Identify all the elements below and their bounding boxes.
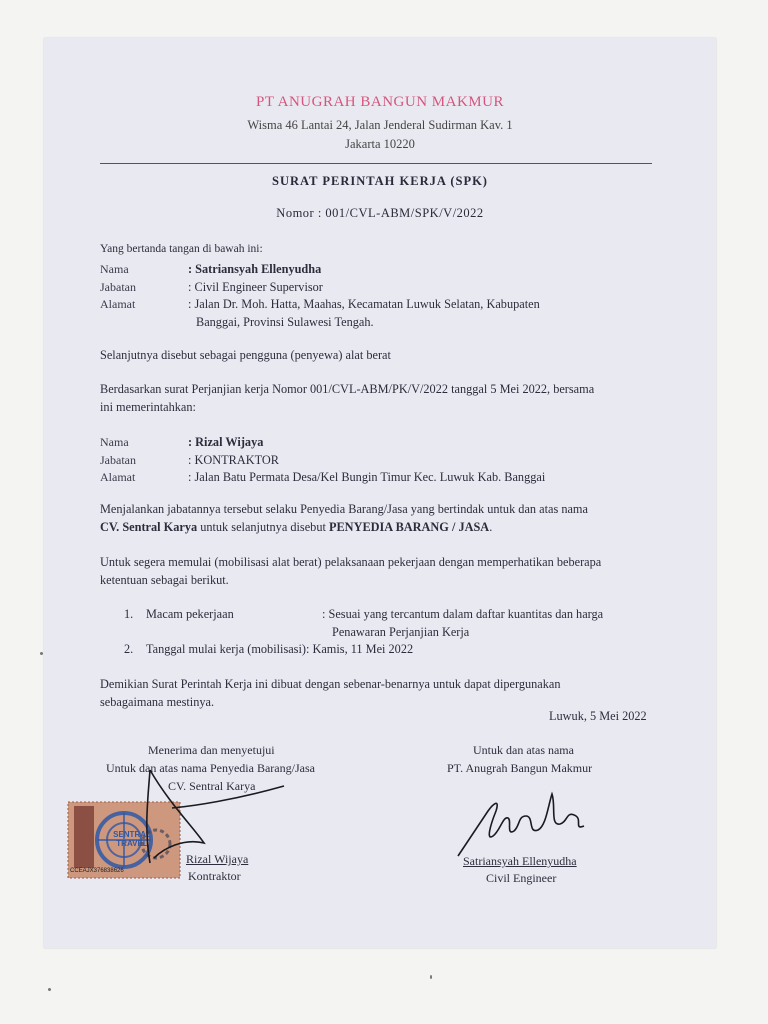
document-sheet (44, 38, 716, 948)
contractor-position-label: Jabatan (100, 453, 136, 467)
contractor-address-label: Alamat (100, 470, 136, 484)
scan-speck (48, 988, 51, 991)
contractor-name-label: Nama (100, 435, 129, 449)
basis-paragraph-line1: Berdasarkan surat Perjanjian kerja Nomor 001/CVL-ABM/PK/V/2022 tanggal 5 Mei 2022, bersama (100, 382, 595, 396)
place-date: Luwuk, 5 Mei 2022 (549, 709, 647, 723)
right-block-line1: Untuk dan atas nama (473, 743, 574, 757)
basis-paragraph-line2: ini memerintahkan: (100, 400, 196, 414)
item-2-number: 2. (124, 642, 134, 656)
item-1-number: 1. (124, 607, 134, 621)
contractor-name-value: : Rizal Wijaya (188, 435, 264, 449)
role-paragraph-line2 (100, 520, 492, 535)
signer-name-value: : Satriansyah Ellenyudha (188, 262, 322, 276)
intro-text: Yang bertanda tangan di bawah ini: (100, 243, 263, 255)
supervisor-signatory-role: Civil Engineer (486, 871, 557, 885)
supervisor-signatory-name: Satriansyah Ellenyudha (463, 854, 577, 868)
company-name: PT ANUGRAH BANGUN MAKMUR (255, 94, 504, 110)
signer-address-label: Alamat (100, 297, 136, 311)
role-paragraph-end: . (489, 520, 493, 534)
signer-address-line1: : Jalan Dr. Moh. Hatta, Maahas, Kecamatan Luwuk Selatan, Kabupaten (188, 297, 540, 311)
signer-position-label: Jabatan (100, 280, 136, 294)
signer-name-label: Nama (100, 262, 129, 276)
vendor-designation: PENYEDIA BARANG / JASA (328, 520, 490, 534)
contractor-address-value: : Jalan Batu Permata Desa/Kel Bungin Timur Kec. Luwuk Kab. Banggai (188, 470, 546, 484)
letterhead-divider (100, 163, 652, 164)
signer-address-line2: Banggai, Provinsi Sulawesi Tengah. (196, 315, 374, 329)
signer-position-value: : Civil Engineer Supervisor (188, 280, 323, 294)
closing-paragraph-line1: Demikian Surat Perintah Kerja ini dibuat dengan sebenar-benarnya untuk dapat dipergunakan (100, 677, 561, 691)
left-block-line1: Menerima dan menyetujui (148, 743, 275, 757)
vendor-company-name: CV. Sentral Karya (100, 520, 198, 534)
item-2-label: Tanggal mulai kerja (mobilisasi): Kamis, 11 Mei 2022 (146, 642, 414, 656)
company-address-line1: Wisma 46 Lantai 24, Jalan Jenderal Sudirman Kav. 1 (247, 118, 513, 132)
contractor-position-value: : KONTRAKTOR (188, 453, 279, 467)
scan-speck (430, 975, 432, 979)
start-paragraph-line1: Untuk segera memulai (mobilisasi alat berat) pelaksanaan pekerjaan dengan memperhatikan beberapa (100, 555, 602, 569)
stamp-serial: CCEAJX376838626 (70, 868, 124, 874)
contractor-signatory-name: Rizal Wijaya (186, 852, 249, 866)
user-paragraph: Selanjutnya disebut sebagai pengguna (penyewa) alat berat (100, 348, 391, 362)
supervisor-signature (448, 786, 608, 862)
role-paragraph-line1: Menjalankan jabatannya tersebut selaku Penyedia Barang/Jasa yang bertindak untuk dan atas nama (100, 502, 588, 516)
closing-paragraph-line2: sebagaimana mestinya. (100, 695, 215, 709)
company-address-line2: Jakarta 10220 (345, 137, 415, 151)
left-block-line2: Untuk dan atas nama Penyedia Barang/Jasa (106, 761, 315, 775)
item-1-value-line1: : Sesuai yang tercantum dalam daftar kuantitas dan harga (322, 607, 604, 621)
role-paragraph-middle: untuk selanjutnya disebut (197, 520, 329, 534)
start-paragraph-line2: ketentuan sebagai berikut. (100, 573, 229, 587)
item-1-value-line2: Penawaran Perjanjian Kerja (332, 625, 470, 639)
item-1-label: Macam pekerjaan (146, 607, 234, 621)
right-block-line2: PT. Anugrah Bangun Makmur (447, 761, 593, 775)
document-title: SURAT PERINTAH KERJA (SPK) (272, 174, 488, 188)
left-block-line3: CV. Sentral Karya (168, 779, 256, 793)
stamp-company-text: SENTRAL TRAVEL (113, 830, 151, 848)
scan-speck (40, 652, 43, 655)
contractor-signatory-role: Kontraktor (188, 869, 241, 883)
document-number: Nomor : 001/CVL-ABM/SPK/V/2022 (276, 206, 484, 220)
